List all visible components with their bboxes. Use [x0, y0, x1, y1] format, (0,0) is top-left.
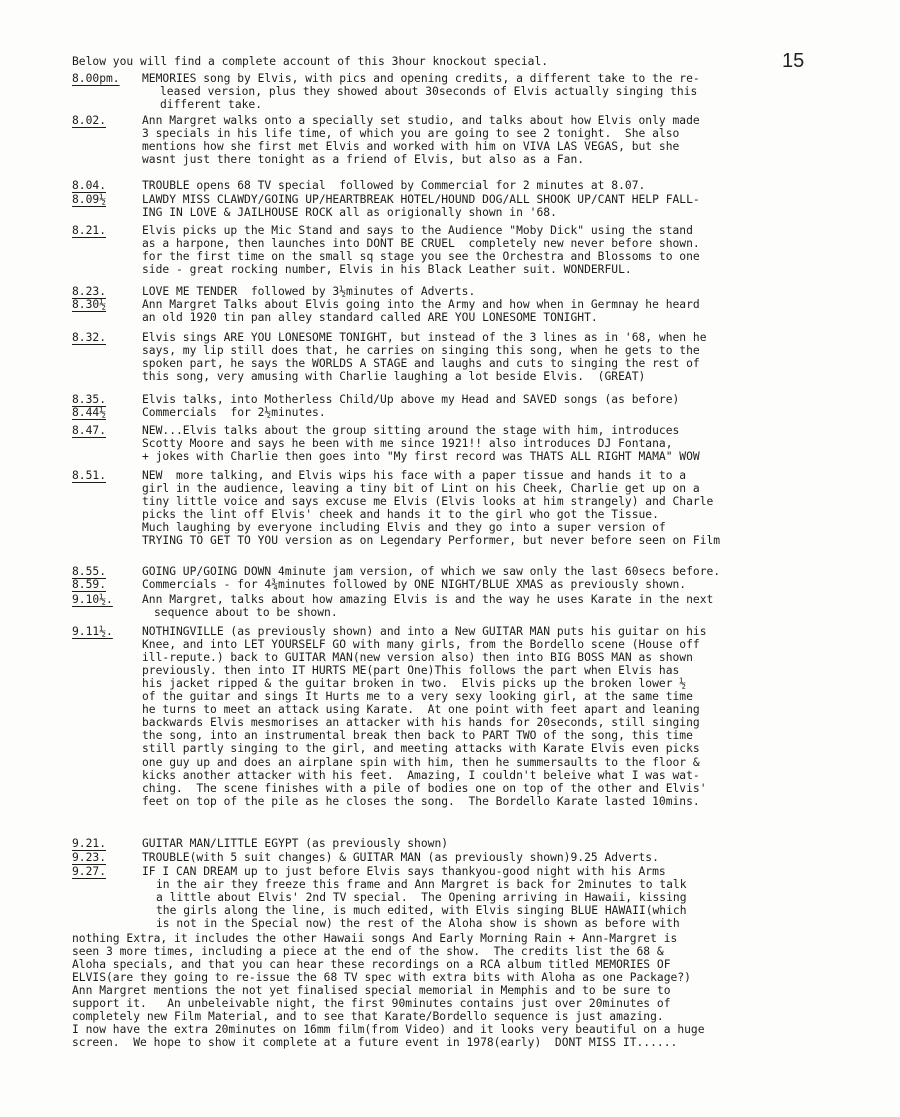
entry-text-line: ching. The scene finishes with a pile of bodies one on top of the other and Elvis'	[142, 781, 707, 795]
entry-text-line: feet on top of the pile as he closes the song. The Bordello Karate lasted 10mins.	[142, 794, 700, 808]
entry-text-line: side - great rocking number, Elvis in his Black Leather suit. WONDERFUL.	[142, 263, 632, 277]
entry-text-line: wasnt just there tonight as a friend of Elvis, but also as a Fan.	[142, 153, 585, 167]
entry-timestamp: 9.27.	[72, 865, 107, 878]
entry-text-line: Much laughing by everyone including Elvis and they go into a super version of	[142, 521, 666, 535]
entry-timestamp: 8.51.	[72, 469, 107, 482]
entry-text-line: kicks another attacker with his feet. Amazing, I couldn't beleive what I was wat-	[142, 768, 700, 782]
entry-timestamp: 8.09½	[72, 193, 107, 206]
entry-timestamp: 9.21.	[72, 837, 107, 850]
closing-line: Aloha specials, and that you can hear these recordings on a RCA album titled MEMORIES OF	[72, 958, 671, 972]
page-number: 15	[782, 50, 805, 72]
entry-text-line: Ann Margret walks onto a specially set studio, and talks about how Elvis only made	[142, 114, 700, 127]
entry-text-line: different take.	[160, 98, 263, 112]
entry-text-line: as a harpone, then launches into DONT BE CRUEL completely new never before shown.	[142, 237, 700, 251]
entry-text-line: says, my lip still does that, he carries on singing this song, when he gets to the	[142, 344, 700, 358]
entry-text-line: an old 1920 tin pan alley standard called ARE YOU LONESOME TONIGHT.	[142, 311, 598, 325]
closing-line: screen. We hope to show it complete at a future event in 1978(early) DONT MISS IT......	[72, 1036, 678, 1050]
entry-text-line: NOTHINGVILLE (as previously shown) and into a New GUITAR MAN puts his guitar on his	[142, 625, 707, 638]
closing-line: support it. An unbeleivable night, the first 90minutes contains just over 20minutes of	[72, 997, 671, 1011]
entry-timestamp: 8.47.	[72, 424, 107, 437]
entry-text-line: TROUBLE opens 68 TV special followed by Commercial for 2 minutes at 8.07.	[142, 179, 646, 192]
entry-timestamp: 8.32.	[72, 331, 107, 344]
entry-text-line: the song, into an instrumental break then back to PART TWO of the song, this time	[142, 729, 693, 743]
entry-text-line: LOVE ME TENDER followed by 3½minutes of Adverts.	[142, 285, 476, 298]
entry-text-line: NEW more talking, and Elvis wips his face with a paper tissue and hands it to a	[142, 469, 687, 482]
entry-timestamp: 8.44½	[72, 406, 107, 419]
closing-line: seen 3 more times, including a piece at the end of the show. The credits list the 68 &	[72, 945, 664, 959]
entry-text-line: picks the lint off Elvis' cheek and hands it to the girl who got the Tissue.	[142, 508, 659, 522]
entry-text-line: a little about Elvis' 2nd TV special. The Opening arriving in Hawaii, kissing	[156, 891, 687, 905]
closing-line: nothing Extra, it includes the other Hawaii songs And Early Morning Rain + Ann-Margret is	[72, 932, 678, 945]
entry-text-line: previously. then into IT HURTS ME(part One)This follows the part when Elvis has	[142, 664, 680, 678]
entry-text-line: ING IN LOVE & JAILHOUSE ROCK all as origionally shown in '68.	[142, 206, 557, 220]
entry-text-line: GUITAR MAN/LITTLE EGYPT (as previously shown)	[142, 837, 449, 850]
entry-text-line: MEMORIES song by Elvis, with pics and opening credits, a different take to the re-	[142, 72, 700, 85]
entry-timestamp: 9.10½.	[72, 593, 113, 606]
entry-text-line: IF I CAN DREAM up to just before Elvis says thankyou-good night with his Arms	[142, 865, 666, 878]
entry-text-line: for the first time on the small sq stage you see the Orchestra and Blossoms to one	[142, 250, 700, 264]
entry-text-line: spoken part, he says the WORLDS A STAGE and laughs and cuts to singing the rest of	[142, 357, 700, 371]
entry-text-line: Elvis sings ARE YOU LONESOME TONIGHT, but instead of the 3 lines as in '68, when he	[142, 331, 707, 344]
entry-text-line: Elvis picks up the Mic Stand and says to the Audience "Moby Dick" using the stand	[142, 224, 693, 237]
entry-text-line: still partly singing to the girl, and meeting attacks with Karate Elvis even picks	[142, 742, 700, 756]
closing-line: Ann Margret mentions the not yet finalised special memorial in Memphis and to be sure to	[72, 984, 671, 998]
entry-text-line: sequence about to be shown.	[154, 606, 338, 620]
entry-text-line: his jacket ripped & the guitar broken in two. Elvis picks up the broken lower ½	[142, 677, 687, 691]
entry-text-line: girl in the audience, leaving a tiny bit of Lint on his Cheek, Charlie get up on a	[142, 482, 700, 496]
entry-text-line: backwards Elvis mesmorises an attacker with his hands for 20seconds, still singing	[142, 716, 700, 730]
entry-text-line: he turns to meet an attack using Karate. At one point with feet apart and leaning	[142, 703, 700, 717]
entry-text-line: GOING UP/GOING DOWN 4minute jam version, of which we saw only the last 60secs before.	[142, 565, 721, 578]
closing-line: I now have the extra 20minutes on 16mm film(from Video) and it looks very beautiful on a huge	[72, 1023, 705, 1037]
entry-timestamp: 9.11½.	[72, 625, 113, 638]
entry-timestamp: 8.02.	[72, 114, 107, 127]
entry-text-line: Commercials - for 4¾minutes followed by ONE NIGHT/BLUE XMAS as previously shown.	[142, 578, 687, 591]
entry-text-line: of the guitar and sings It Hurts me to a very sexy looking girl, at the same time	[142, 690, 693, 704]
entry-timestamp: 8.35.	[72, 393, 107, 406]
entry-text-line: TRYING TO GET TO YOU version as on Legendary Performer, but never before seen on Film	[142, 534, 721, 548]
entry-timestamp: 8.04.	[72, 179, 107, 192]
entry-text-line: Scotty Moore and says he been with me since 1921!! also introduces DJ Fontana,	[142, 437, 673, 451]
entry-timestamp: 8.23.	[72, 285, 107, 298]
entry-text-line: this song, very amusing with Charlie laughing a lot beside Elvis. (GREAT)	[142, 370, 646, 384]
entry-text-line: Ann Margret, talks about how amazing Elvis is and the way he uses Karate in the next	[142, 593, 714, 606]
entry-text-line: + jokes with Charlie then goes into "My first record was THATS ALL RIGHT MAMA" WOW	[142, 450, 700, 464]
entry-timestamp: 8.55.	[72, 565, 107, 578]
entry-text-line: the girls along the line, is much edited, with Elvis singing BLUE HAWAII(which	[156, 904, 687, 918]
entry-text-line: 3 specials in his life time, of which you are going to see 2 tonight. She also	[142, 127, 680, 141]
entry-timestamp: 8.21.	[72, 224, 107, 237]
closing-line: ELVIS(are they going to re-issue the 68 TV spec with extra bits with Aloha as one Package?)	[72, 971, 691, 985]
entry-text-line: Knee, and into LET YOURSELF GO with many girls, from the Bordello scene (House off	[142, 638, 700, 652]
closing-line: completely new Film Material, and to see that Karate/Bordello sequence is just amazing.	[72, 1010, 664, 1024]
entry-text-line: NEW...Elvis talks about the group sitting around the stage with him, introduces	[142, 424, 680, 437]
intro-line: Below you will find a complete account of this 3hour knockout special.	[72, 55, 549, 68]
entry-timestamp: 8.00pm.	[72, 72, 120, 85]
entry-text-line: TROUBLE(with 5 suit changes) & GUITAR MAN (as previously shown)9.25 Adverts.	[142, 851, 659, 864]
entry-text-line: Elvis talks, into Motherless Child/Up above my Head and SAVED songs (as before)	[142, 393, 680, 406]
entry-text-line: leased version, plus they showed about 30seconds of Elvis actually singing this	[160, 85, 698, 99]
entry-text-line: Commercials for 2½minutes.	[142, 406, 326, 419]
entry-text-line: ill-repute.) back to GUITAR MAN(new version also) then into BIG BOSS MAN as shown	[142, 651, 693, 665]
entry-timestamp: 9.23.	[72, 851, 107, 864]
entry-text-line: tiny little voice and says excuse me Elvis (Elvis looks at him strangely) and Charle	[142, 495, 714, 509]
entry-text-line: Ann Margret Talks about Elvis going into the Army and how when in Germnay he heard	[142, 298, 700, 311]
entry-text-line: one guy up and does an airplane spin with him, then he summersaults to the floor &	[142, 755, 700, 769]
entry-timestamp: 8.59.	[72, 578, 107, 591]
entry-text-line: is not in the Special now) the rest of the Aloha show is shown as before with	[156, 917, 680, 931]
entry-text-line: in the air they freeze this frame and Ann Margret is back for 2minutes to talk	[156, 878, 687, 892]
entry-text-line: mentions how she first met Elvis and worked with him on VIVA LAS VEGAS, but she	[142, 140, 680, 154]
entry-text-line: LAWDY MISS CLAWDY/GOING UP/HEARTBREAK HOTEL/HOUND DOG/ALL SHOOK UP/CANT HELP FALL-	[142, 193, 700, 206]
entry-timestamp: 8.30½	[72, 298, 107, 311]
